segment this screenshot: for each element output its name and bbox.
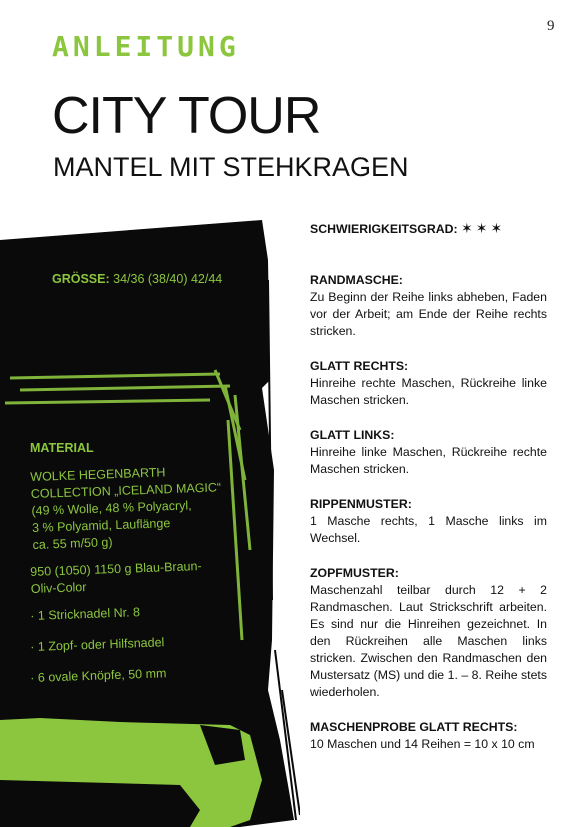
material-item: · 1 Zopf- oder Hilfsnadel [30,635,165,654]
section-glatt-rechts [310,358,547,409]
section-rippenmuster [310,496,547,547]
size-info [52,272,222,286]
size-value: 34/36 (38/40) 42/44 [113,272,223,286]
material-block [30,440,245,701]
section-text: Maschenzahl teilbar durch 12 + 2 Randmaschen. Laut Strickschrift arbeiten. Es sind nur die Hinreihen gezeichnet. In den Rückreihen alle Maschen links stricken. Zwischen den Randmaschen den Mustersatz (MS) und die 1. – 8. Reihe stets wiederholen. [310,583,547,699]
kicker-title: ANLEITUNG [52,30,240,63]
material-amount [30,556,246,597]
section-text: 10 Maschen und 14 Reihen = 10 x 10 cm [310,737,535,751]
material-item: · 1 Stricknadel Nr. 8 [30,605,141,623]
page-title: CITY TOUR [52,87,321,145]
section-heading: GLATT LINKS: [310,428,395,442]
section-glatt-links [310,427,547,478]
section-zopfmuster [310,565,547,701]
section-text: Hinreihe rechte Maschen, Rückreihe linke Maschen stricken. [310,376,547,407]
section-randmasche [310,272,547,340]
section-heading: ZOPFMUSTER: [310,566,399,580]
amount-line: 950 (1050) 1150 g Blau-Braun- [30,559,202,579]
difficulty [310,220,547,238]
size-label: GRÖSSE: [52,272,110,286]
material-line: (49 % Wolle, 48 % Polyacryl, [31,498,192,518]
material-description [30,461,248,553]
difficulty-label: SCHWIERIGKEITSGRAD: [310,222,458,236]
section-heading: RIPPENMUSTER: [310,497,412,511]
material-item: · 6 ovale Knöpfe, 50 mm [30,666,167,685]
section-heading: GLATT RECHTS: [310,359,409,373]
section-heading: MASCHENPROBE GLATT RECHTS: [310,720,518,734]
instructions-column [310,220,547,771]
page-subtitle: MANTEL MIT STEHKRAGEN [53,152,409,182]
section-heading: RANDMASCHE: [310,273,403,287]
difficulty-stars-icon: ✶✶✶ [461,220,506,236]
material-line: COLLECTION „ICELAND MAGIC“ [30,480,222,501]
material-line: 3 % Polyamid, Lauflänge [31,516,171,535]
section-text: 1 Masche rechts, 1 Masche links im Wechsel. [310,514,547,545]
amount-line: Oliv-Color [30,580,87,596]
material-line: ca. 55 m/50 g) [32,535,113,552]
section-text: Zu Beginn der Reihe links abheben, Faden vor der Arbeit; am Ende der Reihe rechts stricken. [310,290,547,338]
material-line: WOLKE HEGENBARTH [30,465,166,484]
section-text: Hinreihe linke Maschen, Rückreihe rechte Maschen stricken. [310,445,547,476]
page-number: 9 [547,18,555,34]
section-maschenprobe [310,719,547,753]
material-heading: MATERIAL [30,441,94,455]
